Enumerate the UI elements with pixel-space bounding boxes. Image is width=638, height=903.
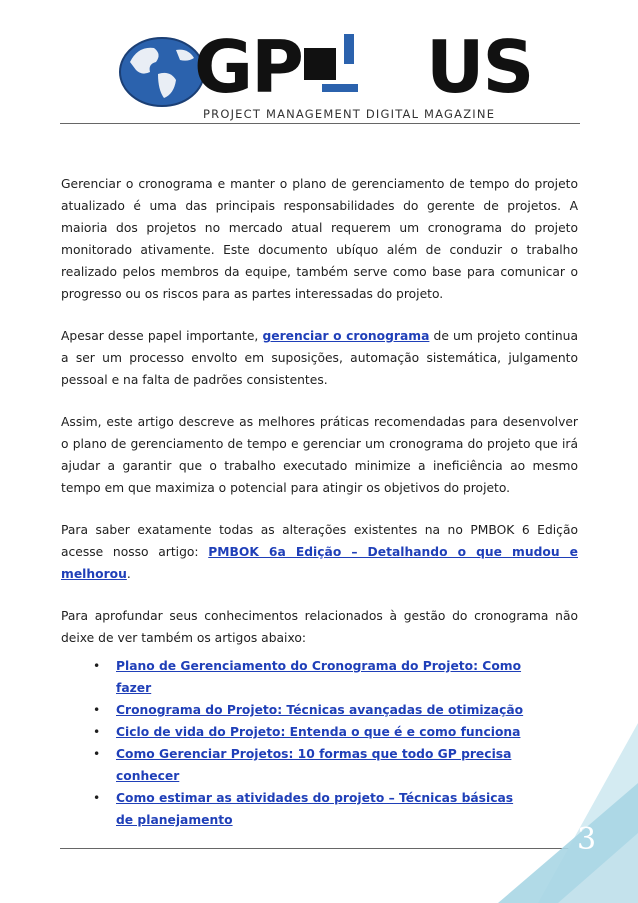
brand-right: US: [426, 25, 533, 109]
header-divider: [60, 123, 580, 124]
bullet-icon: •: [93, 791, 101, 805]
paragraph-pmbok: [61, 519, 578, 585]
paragraph-see-also: Para aprofundar seus conhecimentos relacionados à gestão do cronograma não deixe de ver também os artigos abaixo:: [61, 609, 578, 645]
related-article-link[interactable]: Como Gerenciar Projetos: 10 formas que todo GP precisa conhecer: [116, 747, 512, 783]
page-number: 3: [577, 822, 597, 857]
paragraph-best-practices: Assim, este artigo descreve as melhores práticas recomendadas para desenvolver o plano de gerenciamento de tempo e gerenciar um cronograma do projeto que irá ajudar a garantir que o trabalho executado minimize a ineficiência ao mesmo tempo em que maximiza o potencial para atingir os objetivos do projeto.: [61, 415, 578, 495]
corner-decoration: [498, 723, 638, 903]
bullet-icon: •: [93, 725, 101, 739]
paragraph-text: Apesar desse papel importante,: [61, 329, 263, 343]
paragraph-schedule: [61, 325, 578, 391]
related-article-link[interactable]: Plano de Gerenciamento do Cronograma do Projeto: Como fazer: [116, 659, 522, 695]
paragraph-text: de um projeto continua a ser um processo envolto em suposições, automação sistemática, julgamento pessoal e na falta de padrões consistentes.: [61, 329, 578, 387]
bullet-icon: •: [93, 747, 101, 761]
related-articles-list: [93, 655, 533, 831]
link-pmbok-6[interactable]: PMBOK 6a Edição – Detalhando o que mudou e melhorou: [61, 545, 579, 581]
magazine-tagline: PROJECT MANAGEMENT DIGITAL MAGAZINE: [203, 107, 496, 121]
list-item: [93, 721, 533, 743]
related-article-link[interactable]: Ciclo de vida do Projeto: Entenda o que é e como funciona: [116, 725, 521, 739]
list-item: [93, 743, 533, 787]
related-article-link[interactable]: Cronograma do Projeto: Técnicas avançadas de otimização: [116, 703, 524, 717]
brand-plus-bar: [344, 34, 354, 64]
brand-plus-square: [304, 48, 336, 80]
list-item: [93, 699, 533, 721]
bullet-icon: •: [93, 703, 101, 717]
paragraph-intro: Gerenciar o cronograma e manter o plano de gerenciamento de tempo do projeto atualizado é uma das principais responsabilidades do gerente de projetos. A maioria dos projetos no mercado atual requerem um cronograma do projeto monitorado ativamente. Este documento ubíquo além de conduzir o trabalho realizado pelos membros da equipe, também serve como base para comunicar o progresso ou os riscos para as partes interessadas do projeto.: [61, 177, 578, 301]
paragraph-text: Para saber exatamente todas as alterações existentes na no PMBOK 6 Edição acesse nosso artigo:: [61, 523, 578, 559]
link-gerenciar-cronograma[interactable]: gerenciar o cronograma: [262, 329, 430, 343]
list-item: [93, 787, 533, 831]
paragraph-text: .: [126, 567, 131, 581]
bullet-icon: •: [93, 659, 101, 673]
list-item: [93, 655, 533, 699]
related-article-link[interactable]: Como estimar as atividades do projeto – Técnicas básicas de planejamento: [116, 791, 514, 827]
brand-left: GP: [194, 25, 302, 109]
article-body: [61, 173, 578, 669]
brand-plus-underline: [322, 84, 358, 92]
